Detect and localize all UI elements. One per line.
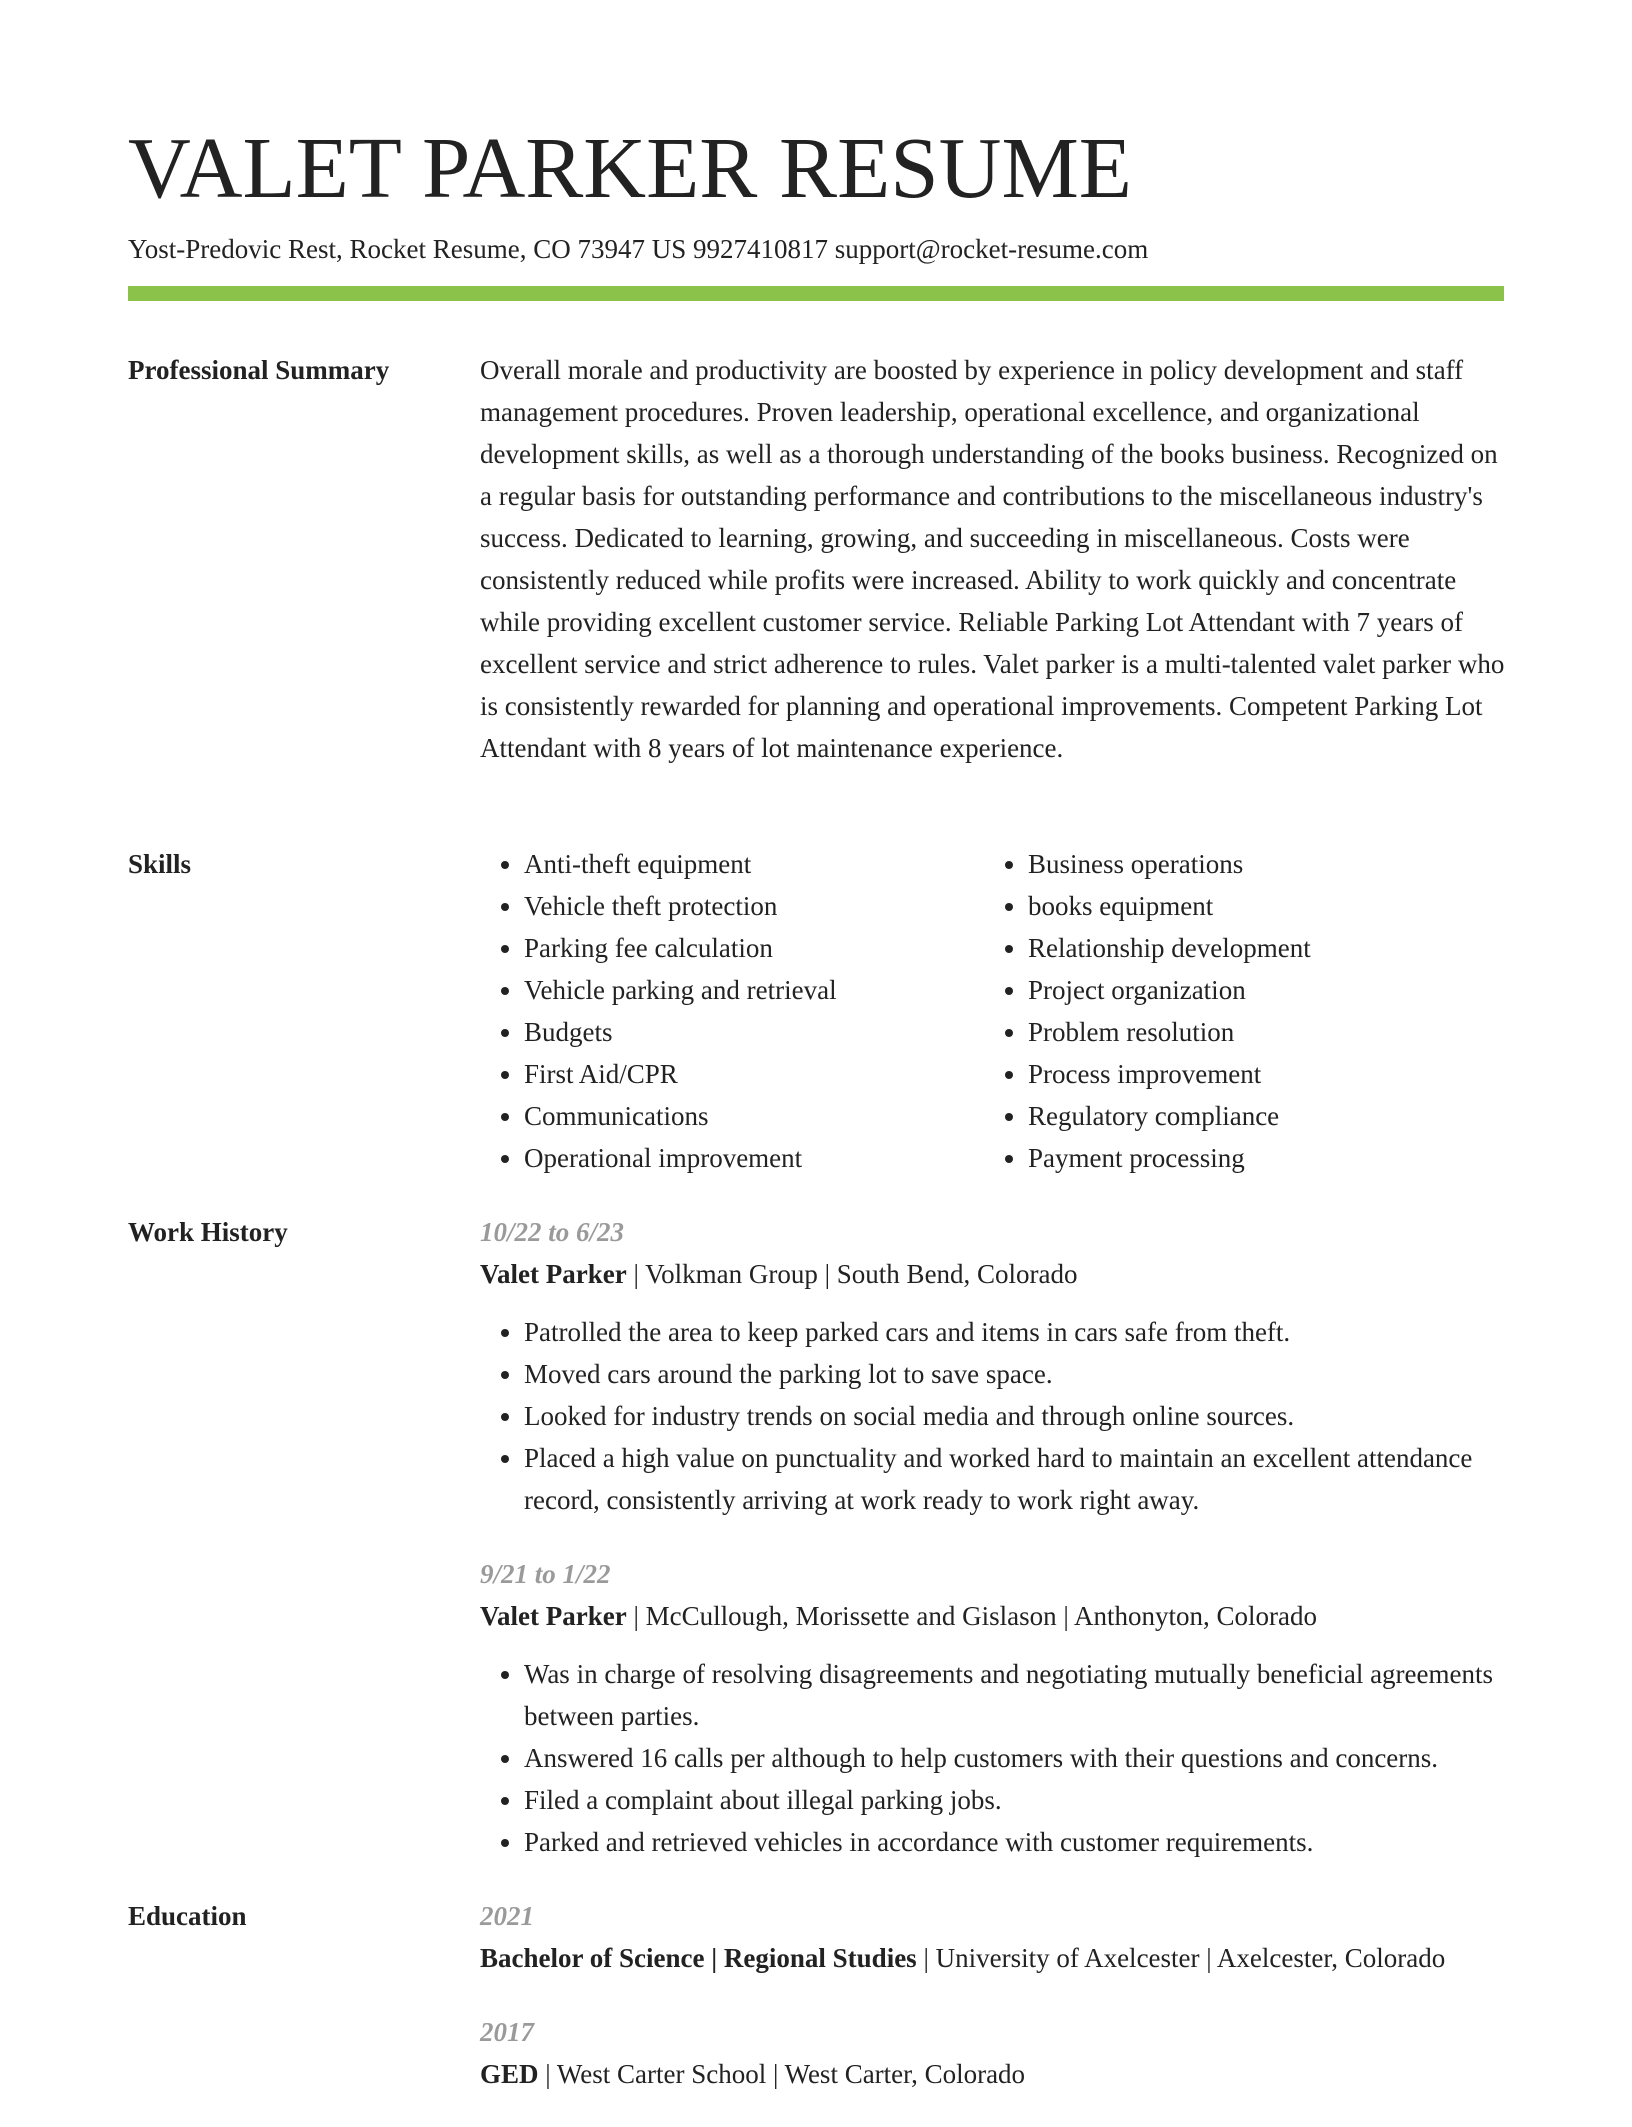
summary-text: Overall morale and productivity are boosted by experience in policy development and staff management procedures. Proven leadership, operational excellence, and organizational development skills, as well as a thorough understanding of the books business. Recognized on a regular basis for outstanding performance and contributions to the miscellaneous industry's success. Dedicated to learning, growing, and succeeding in miscellaneous. Costs were consistently reduced while profits were increased. Ability to work quickly and concentrate while providing excellent customer service. Reliable Parking Lot Attendant with 7 years of excellent service and strict adherence to rules. Valet parker is a multi-talented valet parker who is consistently rewarded for planning and operational improvements. Competent Parking Lot Attendant with 8 years of lot maintenance experience.	[480, 355, 1505, 763]
job-details: | McCullough, Morissette and Gislason | Anthonyton, Colorado	[626, 1601, 1317, 1631]
education-year: 2017	[480, 2017, 534, 2047]
job-bullet: • Looked for industry trends on social media and through online sources.	[524, 1395, 1510, 1437]
education-year: 2021	[480, 1901, 534, 1931]
skill-item: • Parking fee calculation	[524, 927, 984, 969]
job-title-line	[480, 1253, 1510, 1295]
education-line	[480, 1937, 1510, 1979]
skill-item: • Regulatory compliance	[1028, 1095, 1488, 1137]
skill-item: • Vehicle theft protection	[524, 885, 984, 927]
skills-body	[480, 843, 1510, 1179]
skill-item: • Anti-theft equipment	[524, 843, 984, 885]
work-history-body	[480, 1211, 1510, 1895]
job-bullet: • Patrolled the area to keep parked cars and items in cars safe from theft.	[524, 1311, 1510, 1353]
education-entry	[480, 2011, 1510, 2095]
education-degree: GED	[480, 2059, 539, 2089]
education-entry	[480, 1895, 1510, 1979]
skills-list-left	[480, 843, 984, 1179]
skill-item: • books equipment	[1028, 885, 1488, 927]
skill-item: • Payment processing	[1028, 1137, 1488, 1179]
job-bullets	[480, 1653, 1510, 1863]
summary-body	[480, 349, 1510, 769]
job-entry	[480, 1211, 1510, 1521]
skill-item: • Process improvement	[1028, 1053, 1488, 1095]
job-entry	[480, 1553, 1510, 1863]
skills-list-right	[984, 843, 1488, 1179]
job-bullet: • Moved cars around the parking lot to save space.	[524, 1353, 1510, 1395]
header-divider	[128, 286, 1504, 301]
job-title-line	[480, 1595, 1510, 1637]
skill-item: • Budgets	[524, 1011, 984, 1053]
education-details: | West Carter School | West Carter, Colorado	[538, 2059, 1026, 2089]
skill-item: • Relationship development	[1028, 927, 1488, 969]
job-bullet: • Filed a complaint about illegal parking jobs.	[524, 1779, 1510, 1821]
work-history-heading: Work History	[128, 1217, 288, 1247]
education-body	[480, 1895, 1510, 2127]
skill-item: • Business operations	[1028, 843, 1488, 885]
job-date: 9/21 to 1/22	[480, 1559, 611, 1589]
job-date: 10/22 to 6/23	[480, 1217, 625, 1247]
job-role: Valet Parker	[480, 1601, 627, 1631]
education-heading: Education	[128, 1901, 247, 1931]
resume-title: VALET PARKER RESUME	[128, 119, 1132, 216]
job-details: | Volkman Group | South Bend, Colorado	[626, 1259, 1078, 1289]
skill-item: • Operational improvement	[524, 1137, 984, 1179]
job-role: Valet Parker	[480, 1259, 627, 1289]
contact-line: Yost-Predovic Rest, Rocket Resume, CO 73947 US 9927410817 support@rocket-resume.com	[128, 234, 1149, 264]
education-degree: Bachelor of Science | Regional Studies	[480, 1943, 917, 1973]
job-bullet: • Was in charge of resolving disagreements and negotiating mutually beneficial agreements between parties.	[524, 1653, 1510, 1737]
skill-item: • First Aid/CPR	[524, 1053, 984, 1095]
job-bullet: • Answered 16 calls per although to help customers with their questions and concerns.	[524, 1737, 1510, 1779]
skill-item: • Problem resolution	[1028, 1011, 1488, 1053]
job-bullet: • Placed a high value on punctuality and worked hard to maintain an excellent attendance record, consistently arriving at work ready to work right away.	[524, 1437, 1510, 1521]
education-details: | University of Axelcester | Axelcester, Colorado	[916, 1943, 1446, 1973]
education-line	[480, 2053, 1510, 2095]
skills-heading: Skills	[128, 849, 192, 879]
skills-columns	[480, 843, 1510, 1179]
summary-heading: Professional Summary	[128, 355, 390, 385]
skill-item: • Communications	[524, 1095, 984, 1137]
skill-item: • Vehicle parking and retrieval	[524, 969, 984, 1011]
job-bullet: • Parked and retrieved vehicles in accordance with customer requirements.	[524, 1821, 1510, 1863]
skill-item: • Project organization	[1028, 969, 1488, 1011]
job-bullets	[480, 1311, 1510, 1521]
